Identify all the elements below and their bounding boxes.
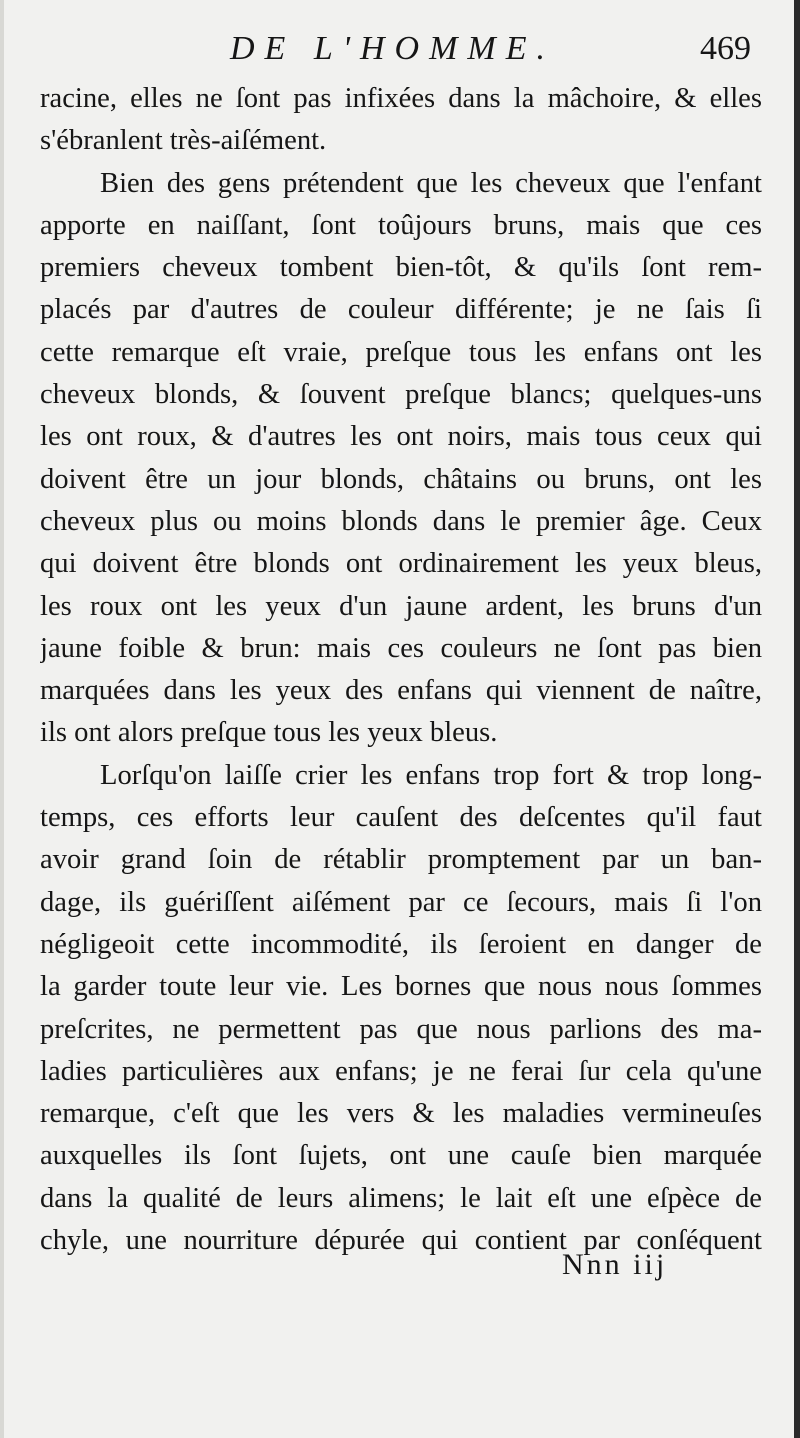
- text-line: remarque, c'eſt que les vers & les maladies vermineuſes: [40, 1098, 762, 1130]
- text-line: la garder toute leur vie. Les bornes que nous nous ſommes: [40, 971, 762, 1003]
- page-number: 469: [700, 30, 751, 67]
- text-line: placés par d'autres de couleur différente; je ne ſais ſi: [40, 294, 762, 326]
- text-line: chyle, une nourriture dépurée qui contient par conſéquent: [40, 1225, 762, 1257]
- text-line: premiers cheveux tombent bien-tôt, & qu'ils ſont rem-: [40, 252, 762, 284]
- text-line: marquées dans les yeux des enfans qui viennent de naître,: [40, 675, 762, 707]
- body-text: [40, 78, 762, 1262]
- page-left-edge: [0, 0, 4, 1438]
- text-line: qui doivent être blonds ont ordinairement les yeux bleus,: [40, 548, 762, 580]
- text-line: doivent être un jour blonds, châtains ou bruns, ont les: [40, 463, 762, 495]
- text-line: dans la qualité de leurs alimens; le lait eſt une eſpèce de: [40, 1182, 762, 1214]
- text-line: négligeoit cette incommodité, ils ſeroient en danger de: [40, 928, 762, 960]
- text-line: les roux ont les yeux d'un jaune ardent, les bruns d'un: [40, 590, 762, 622]
- signature-mark: Nnn iij: [562, 1248, 668, 1281]
- text-line: les ont roux, & d'autres les ont noirs, mais tous ceux qui: [40, 421, 762, 453]
- text-line: cheveux blonds, & ſouvent preſque blancs; quelques-uns: [40, 379, 762, 411]
- text-line: apporte en naiſſant, ſont toûjours bruns, mais que ces: [40, 209, 762, 241]
- text-line: cette remarque eſt vraie, preſque tous les enfans ont les: [40, 336, 762, 368]
- page-right-edge: [794, 0, 800, 1438]
- text-line: avoir grand ſoin de rétablir promptement par un ban-: [40, 844, 762, 876]
- text-line: cheveux plus ou moins blonds dans le premier âge. Ceux: [40, 505, 762, 537]
- text-line: Lorſqu'on laiſſe crier les enfans trop fort & trop long-: [100, 759, 762, 791]
- text-line: preſcrites, ne permettent pas que nous parlions des ma-: [40, 1013, 762, 1045]
- text-line: s'ébranlent très-aiſément.: [40, 125, 327, 157]
- running-head: DE L'HOMME.: [230, 30, 556, 67]
- text-line: auxquelles ils ſont ſujets, ont une cauſe bien marquée: [40, 1140, 762, 1172]
- text-line: temps, ces efforts leur cauſent des deſcentes qu'il faut: [40, 802, 762, 834]
- text-line: jaune foible & brun: mais ces couleurs ne ſont pas bien: [40, 632, 762, 664]
- text-line: racine, elles ne ſont pas infixées dans la mâchoire, & elles: [40, 83, 762, 114]
- text-line: ils ont alors preſque tous les yeux bleus.: [40, 717, 498, 749]
- text-line: dage, ils guériſſent aiſément par ce ſecours, mais ſi l'on: [40, 886, 762, 918]
- text-line: Bien des gens prétendent que les cheveux que l'enfant: [100, 167, 762, 199]
- text-line: ladies particulières aux enfans; je ne ferai ſur cela qu'une: [40, 1055, 762, 1087]
